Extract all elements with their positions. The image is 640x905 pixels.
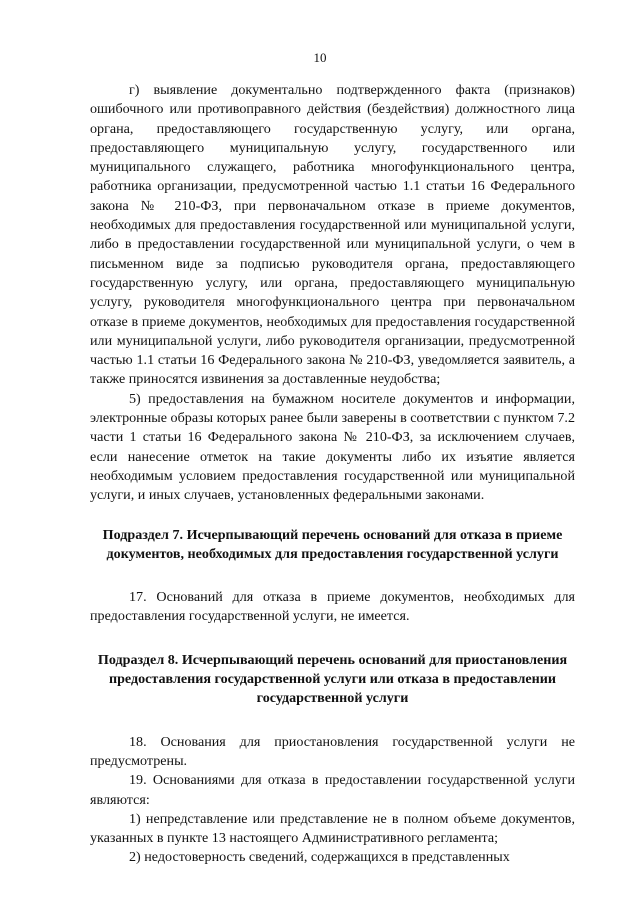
subsection-7-heading: Подраздел 7. Исчерпывающий перечень оснований для отказа в приеме документов, необходимых для предоставления государственной услуги <box>102 526 563 562</box>
paragraph-17: 17. Оснований для отказа в приеме документов, необходимых для предоставления государственной услуги, не имеется. <box>90 589 575 625</box>
subsection-8-heading: Подраздел 8. Исчерпывающий перечень оснований для приостановления предоставления государственной услуги или отказа в предоставлении государственной услуги <box>97 651 568 707</box>
paragraph-5: 5) предоставления на бумажном носителе документов и информации, электронные образы которых ранее были заверены в соответствии с пунктом 7.2 части 1 статьи 16 Федерального закона № 210-ФЗ, за исключением случаев, если нанесение отметок на такие документы либо их изъятие является необходимым условием предоставления государственной или муниципальной услуги, и иных случаев, установленных федеральными законами. <box>90 390 575 504</box>
paragraph-18: 18. Основания для приостановления государственной услуги не предусмотрены. <box>90 733 575 769</box>
paragraph-19-item-1: 1) непредставление или представление не в полном объеме документов, указанных в пункте 13 настоящего Административного регламента; <box>90 810 575 847</box>
paragraph-g: г) выявление документально подтвержденного факта (признаков) ошибочного или противоправного действия (бездействия) должностного лица органа, предоставляющего государственную услугу, или органа, предоставляющего муниципальную услугу, государственного или муниципального служащего, работника многофункционального центра, работника организации, предусмотренной частью 1.1 статьи 16 Федерального закона № 210-ФЗ, при первоначальном отказе в приеме документов, необходимых для предоставления государственной или муниципальной услуги, либо в предоставлении государственной или муниципальной услуги, о чем в письменном виде за подписью руководителя органа, предоставляющего государственную услугу, или органа, предоставляющего муниципальную услугу, руководителя многофункционального центра при первоначальном отказе в приеме документов, необходимых для предоставления государственной или муниципальной услуги, либо руководителя организации, предусмотренной частью 1.1 статьи 16 Федерального закона № 210-ФЗ, уведомляется заявитель, а также приносятся извинения за доставленные неудобства; <box>90 82 575 388</box>
paragraph-19: 19. Основаниями для отказа в предоставлении государственной услуги являются: <box>90 772 575 808</box>
paragraph-19-item-2: 2) недостоверность сведений, содержащихся в представленных <box>129 849 510 866</box>
page-number: 10 <box>313 50 327 65</box>
document-body <box>90 81 575 867</box>
